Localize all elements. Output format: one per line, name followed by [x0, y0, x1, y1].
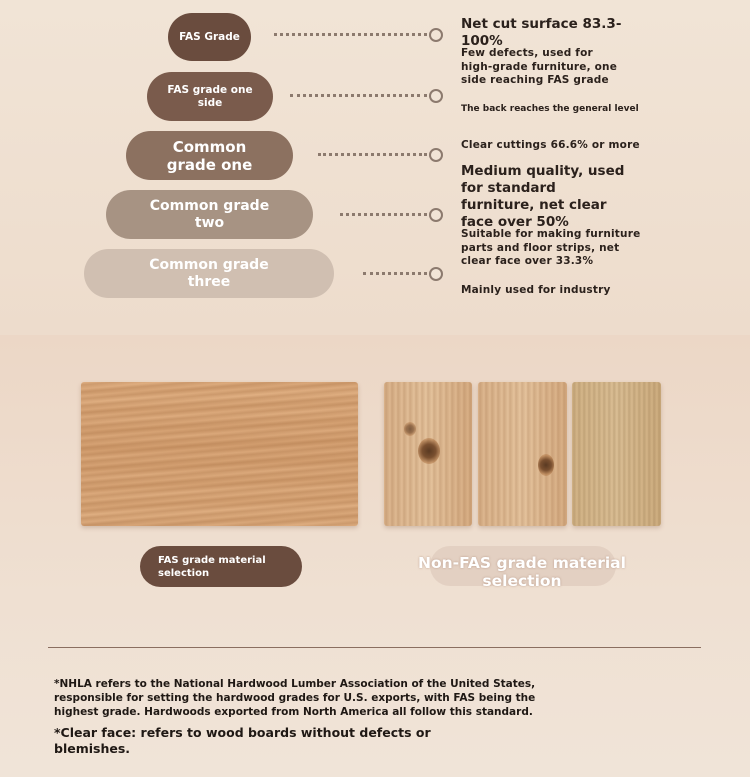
- connector-dot-icon: [429, 89, 443, 103]
- description-common-two: Suitable for making furniture parts and floor strips, net clear face over 33.3%: [461, 228, 641, 267]
- grade-pill-common-one: [126, 131, 293, 180]
- description-common-three: Mainly used for industry: [461, 284, 611, 296]
- divider: [48, 647, 701, 648]
- connector-dot-icon: [429, 28, 443, 42]
- connector-line: [274, 33, 427, 36]
- non-fas-wood-plank-image: [572, 382, 661, 526]
- fas-material-label: [140, 546, 302, 587]
- fas-material-label-text: FAS grade material selection: [158, 554, 266, 579]
- wood-knot: [404, 422, 416, 436]
- connector-dot-icon: [429, 148, 443, 162]
- non-fas-wood-plank-image: [478, 382, 567, 526]
- fas-wood-board-image: [81, 382, 358, 526]
- connector-line: [363, 272, 427, 275]
- non-fas-wood-plank-image: [384, 382, 472, 526]
- wood-knot: [418, 438, 440, 464]
- grade-pill-fas: FAS Grade: [168, 13, 251, 61]
- connector-line: [318, 153, 427, 156]
- clear-face-footnote: *Clear face: refers to wood boards without defects or blemishes.: [54, 725, 431, 756]
- nhla-footnote: *NHLA refers to the National Hardwood Lumber Association of the United States, responsible for setting the hardwood grades for U.S. exports, with FAS being the highest grade. Hardwoods exported from North America all follow this standard.: [54, 678, 536, 718]
- grade-pill-fas-one-side: [147, 72, 273, 121]
- description-common-one: Clear cuttings 66.6% or more: [461, 139, 640, 151]
- grade-pill-label: Common grade one: [166, 137, 253, 174]
- grade-pill-label: Common grade three: [149, 256, 269, 290]
- grade-pill-label: FAS grade one side: [167, 83, 253, 109]
- connector-line: [290, 94, 427, 97]
- wood-knot: [538, 454, 554, 476]
- grade-pill-label: Common grade two: [149, 197, 270, 231]
- grade-pill-common-two: [106, 190, 313, 239]
- connector-dot-icon: [429, 267, 443, 281]
- connector-dot-icon: [429, 208, 443, 222]
- description-common-one-detail: Medium quality, used for standard furniture, net clear face over 50%: [461, 163, 625, 230]
- grade-pill-common-three: [84, 249, 334, 298]
- description-fas: Net cut surface 83.3-100%: [461, 16, 622, 49]
- description-fas-one-side: Few defects, used for high-grade furniture, one side reaching FAS grade: [461, 47, 618, 86]
- description-back-side: The back reaches the general level: [461, 104, 639, 114]
- non-fas-material-label: Non-FAS grade material selection: [418, 554, 626, 590]
- connector-line: [340, 213, 427, 216]
